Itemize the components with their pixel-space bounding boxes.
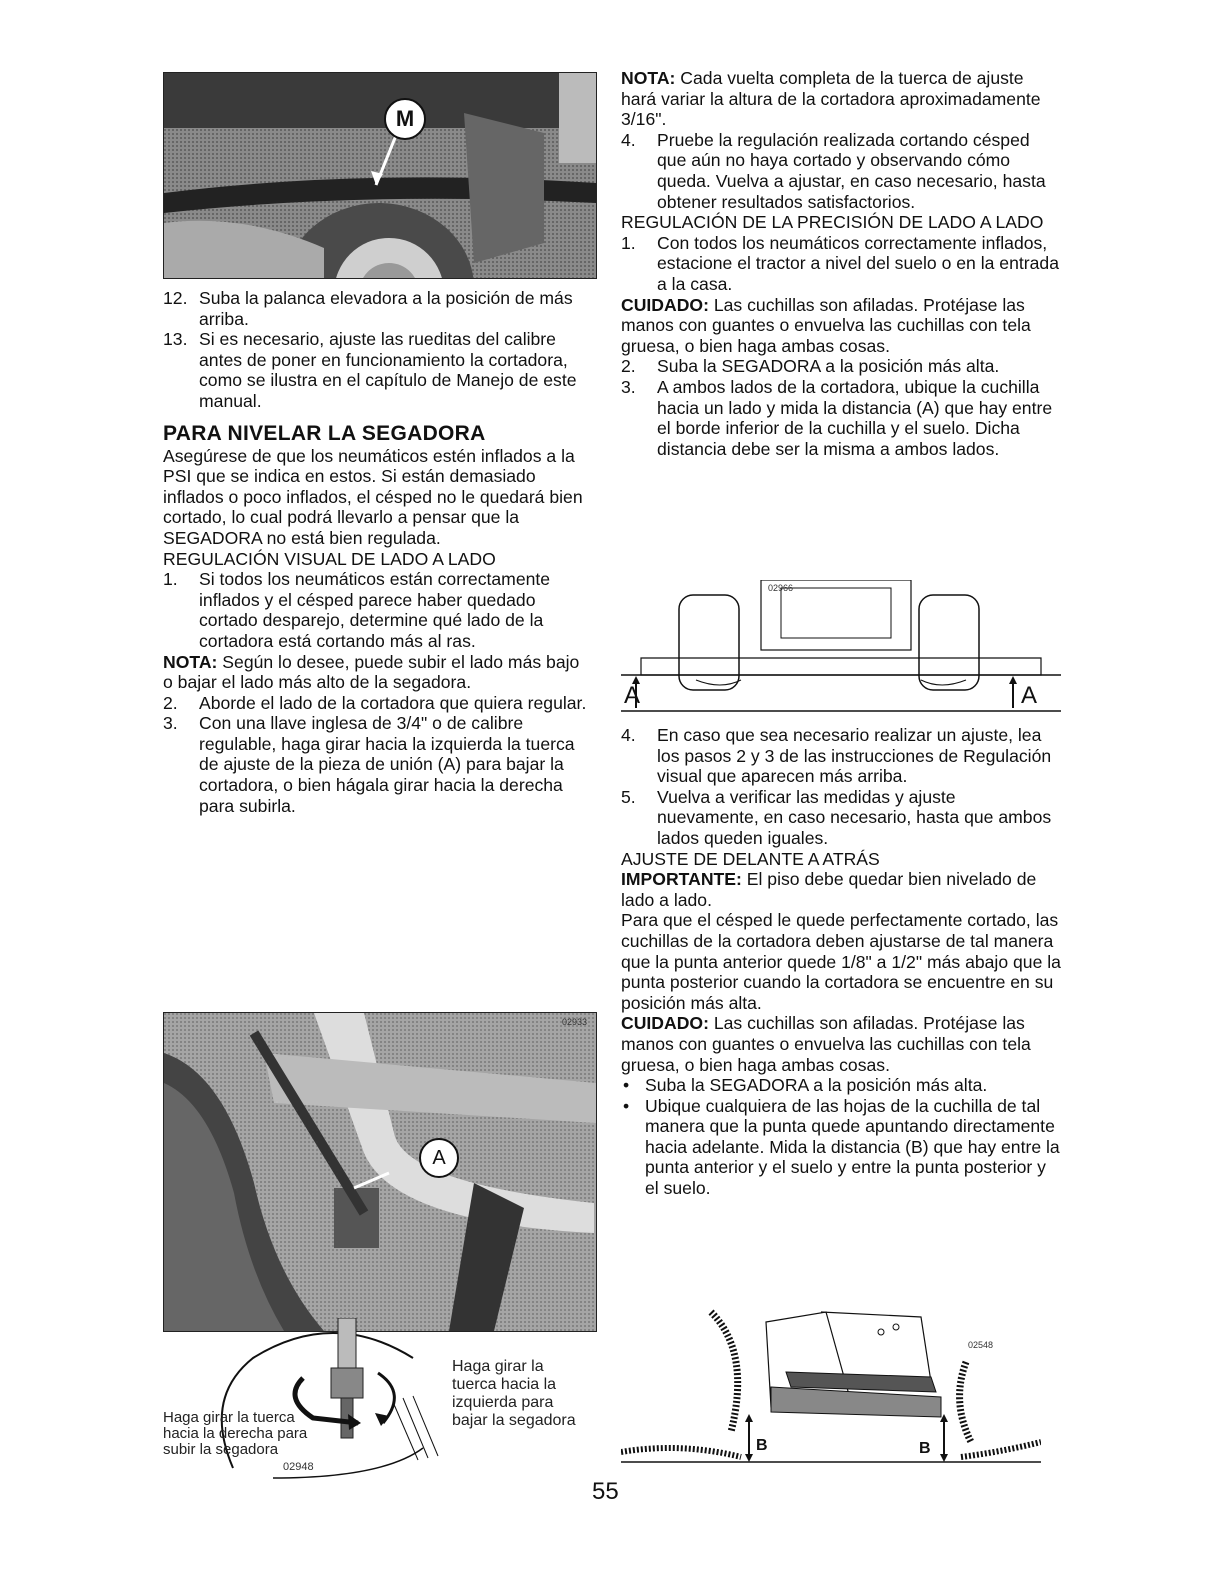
important-label: IMPORTANTE:	[621, 869, 742, 890]
callout-a	[419, 1138, 459, 1178]
label-a-right: A	[1021, 682, 1038, 709]
item-text: Con todos los neumáticos correctamente inflados, estacione el tractor a nivel del suelo o en la entrada a la casa.	[657, 232, 1059, 294]
item-text: En caso que sea necesario realizar un ajuste, lea los pasos 2 y 3 de las instrucciones de Regulación visual que aparecen más arriba.	[657, 725, 1052, 787]
mower-lift-photo	[164, 73, 596, 278]
adjustment-nut-photo	[164, 1013, 596, 1331]
caution-paragraph	[621, 295, 1061, 357]
caution-label: CUIDADO:	[621, 294, 709, 315]
bullet-text: Ubique cualquiera de las hojas de la cuchilla de tal manera que la punta quede apuntando directamente hacia adelante. Mida la distancia (B) que hay entre la punta anterior y el suelo y entre la punta posterior y el suelo.	[645, 1095, 1060, 1199]
bullet-item-1	[621, 1075, 1061, 1096]
wheel-measure-diagram	[621, 580, 1061, 715]
figure-a-code: 02933	[562, 1017, 588, 1027]
item-number: 5.	[621, 786, 636, 807]
important-text: El piso debe quedar bien nivelado de lado a lado.	[621, 869, 1037, 910]
caution-text: Las cuchillas son afiladas. Protéjase las manos con guantes o envuelva las cuchillas con tela gruesa, o bien haga ambas cosas.	[621, 294, 1031, 356]
item-number: 12.	[163, 288, 188, 308]
list-item-5	[621, 787, 1061, 849]
item-number: 4.	[621, 725, 636, 745]
bullet-text: Suba la SEGADORA a la posición más alta.	[645, 1075, 988, 1096]
label-a-left: A	[624, 682, 641, 709]
note-text: Cada vuelta completa de la tuerca de ajuste hará variar la altura de la cortadora aproximadamente 3/16".	[621, 68, 1041, 130]
list-item-13	[163, 329, 593, 411]
item-number: 3.	[621, 376, 636, 397]
item-number: 3.	[163, 713, 178, 734]
item-text: A ambos lados de la cortadora, ubique la cuchilla hacia un lado y mida la distancia (A) que hay entre el borde inferior de la cuchilla y el suelo. Dicha distancia debe ser la misma a ambos lados.	[657, 376, 1053, 459]
bullet-icon: •	[623, 1095, 630, 1116]
item-text: Aborde el lado de la cortadora que quiera regular.	[199, 692, 587, 713]
bullet-icon: •	[623, 1075, 630, 1096]
right-column-bottom	[621, 725, 1061, 1199]
figure-blade-code: 02548	[968, 1340, 994, 1350]
item-number: 13.	[163, 329, 188, 350]
right-column-top	[621, 68, 1061, 459]
item-number: 1.	[163, 569, 178, 590]
caution-label: CUIDADO:	[621, 1013, 709, 1034]
callout-a-label: A	[432, 1147, 446, 1169]
note-paragraph	[163, 652, 593, 693]
figure-knob-code: 02948	[283, 1461, 314, 1473]
figure-wheels-code: 02966	[768, 583, 794, 593]
note-paragraph	[621, 68, 1061, 130]
item-text: Si todos los neumáticos están correctamente inflados y el césped parece haber quedado cortado desparejo, determine qué lado de la cortadora está cortando más al ras.	[199, 569, 551, 651]
left-column	[163, 288, 593, 816]
important-paragraph	[621, 869, 1061, 910]
list-item-4a	[621, 130, 1061, 212]
blade-measure-diagram	[621, 1292, 1041, 1472]
note-text: Según lo desee, puede subir el lado más bajo o bajar el lado más alto de la segadora.	[163, 651, 580, 693]
figure-mower-lift-m	[163, 72, 597, 279]
callout-m-label: M	[395, 106, 415, 131]
front-back-paragraph: Para que el césped le quede perfectamente cortado, las cuchillas de la cortadora deben ajustarse de tal manera que la punta anterior quede 1/8" a 1/2" más abajo que la punta posterior cuando la cortadora se encuentre en su posición más alta.	[621, 910, 1061, 1013]
list-item-3	[621, 377, 1061, 459]
item-number: 4.	[621, 129, 636, 150]
subheading-visual: REGULACIÓN VISUAL DE LADO A LADO	[163, 548, 496, 569]
item-number: 2.	[163, 692, 178, 713]
item-text: Con una llave inglesa de 3/4" o de calibre regulable, haga girar hacia la izquierda la tuerca de ajuste de la pieza de unión (A) para bajar la cortadora, o bien hágala girar hacia la derecha para subirla.	[199, 713, 575, 816]
bullet-item-2	[621, 1096, 1061, 1199]
list-item-1	[163, 569, 593, 651]
subheading-front-back: AJUSTE DE DELANTE A ATRÁS	[621, 848, 880, 869]
item-text: Si es necesario, ajuste las rueditas del calibre antes de poner en funcionamiento la cortadora, como se ilustra en el capítulo de Manejo de este manual.	[199, 329, 577, 411]
caption-turn-right: Haga girar la tuerca hacia la derecha para subir la segadora	[163, 1409, 308, 1458]
page-number: 55	[592, 1478, 619, 1505]
item-text: Suba la palanca elevadora a la posición de más arriba.	[199, 288, 573, 329]
list-item-3	[163, 713, 593, 816]
caution-text: Las cuchillas son afiladas. Protéjase las manos con guantes o envuelva las cuchillas con tela gruesa, o bien haga ambas cosas.	[621, 1013, 1031, 1075]
subheading-precision: REGULACIÓN DE LA PRECISIÓN DE LADO A LADO	[621, 212, 1044, 233]
item-text: Vuelva a verificar las medidas y ajuste nuevamente, en caso necesario, hasta que ambos lados queden iguales.	[657, 786, 1052, 848]
item-number: 1.	[621, 232, 636, 253]
list-item-12	[163, 288, 593, 329]
list-item-1	[621, 233, 1061, 295]
list-item-2	[621, 356, 1061, 377]
item-text: Pruebe la regulación realizada cortando césped que aún no haya cortado y observando cómo queda. Vuelva a ajustar, en caso necesario, hasta obtener resultados satisfactorios.	[657, 129, 1046, 212]
section-heading: PARA NIVELAR LA SEGADORA	[163, 421, 486, 445]
note-label: NOTA:	[163, 651, 218, 672]
caution-paragraph-2	[621, 1013, 1061, 1075]
intro-paragraph: Asegúrese de que los neumáticos estén inflados a la PSI que se indica en estos. Si están demasiado inflados o poco inflados, el césped no le quedará bien cortado, lo cual podrá llevarlo a pensar que la SEGADORA no está bien regulada.	[163, 445, 583, 548]
label-b-right: B	[919, 1440, 931, 1457]
item-text: Suba la SEGADORA a la posición más alta.	[657, 356, 1000, 377]
note-label: NOTA:	[621, 68, 676, 88]
caption-turn-left: Haga girar la tuerca hacia la izquierda para bajar la segadora	[452, 1358, 576, 1429]
figure-adjustment-nut	[163, 1012, 597, 1332]
list-item-4b	[621, 725, 1061, 787]
item-number: 2.	[621, 356, 636, 377]
callout-m	[384, 98, 426, 140]
label-b-left: B	[756, 1437, 768, 1454]
list-item-2	[163, 693, 593, 714]
